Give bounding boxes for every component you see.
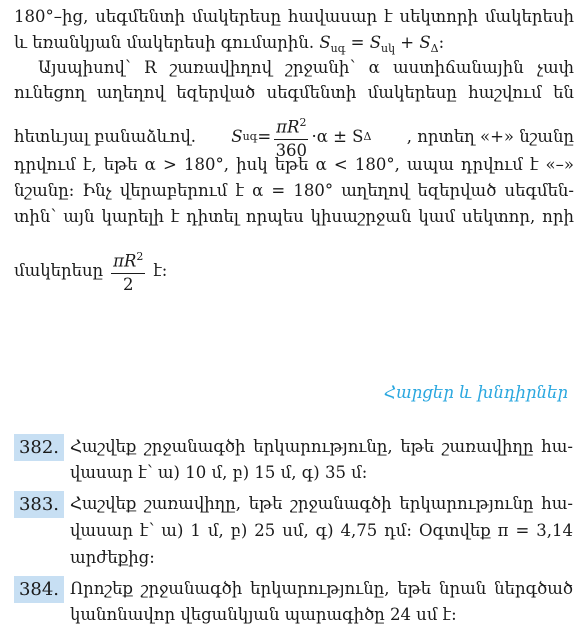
text-segment: վասար է՝ ա) 10 մ, բ) 15 մ, գ) 35 մ: bbox=[70, 463, 368, 482]
fraction-numerator: πR bbox=[113, 251, 137, 271]
text-segment: է: bbox=[153, 260, 168, 280]
formula-subscript: սգ bbox=[330, 42, 346, 55]
text-line-3 bbox=[38, 57, 574, 79]
fraction-exponent: 2 bbox=[299, 116, 307, 129]
question-number: 384. bbox=[14, 576, 64, 603]
formula-subscript: սգ bbox=[242, 129, 258, 143]
text-segment: Այսպիսով՝ R շառավիղով շրջանի՝ α աստիճանային չափ bbox=[38, 58, 574, 77]
question-line bbox=[70, 604, 457, 626]
text-segment: դրվում է, եթե α > 180°, իսկ եթե α < 180°, ապա դրվում է «–» bbox=[14, 155, 574, 174]
text-segment: կանոնավոր վեցանկյան պարագիծը 24 սմ է: bbox=[70, 605, 457, 624]
question-line bbox=[70, 493, 573, 515]
formula-symbol: S bbox=[419, 33, 431, 52]
text-segment: , որտեղ «+» նշանը bbox=[406, 126, 574, 146]
semicircle-area-fraction bbox=[111, 246, 145, 296]
text-line-2 bbox=[14, 32, 444, 60]
question-line bbox=[70, 547, 155, 569]
text-line-6 bbox=[14, 154, 574, 176]
question-line bbox=[70, 436, 573, 458]
text-line-9 bbox=[14, 246, 167, 296]
fraction-denominator: 2 bbox=[123, 274, 134, 294]
text-line-1 bbox=[14, 6, 574, 28]
formula-symbol: S bbox=[369, 33, 381, 52]
text-segment: մակերեսը bbox=[14, 260, 104, 280]
formula-operator: + bbox=[395, 33, 420, 52]
formula-tail: ·α ± S bbox=[311, 126, 364, 146]
fraction-denominator: 360 bbox=[275, 140, 308, 160]
text-segment: Հաշվեք շառավիղը, եթե շրջանագծի երկարությունը հա- bbox=[70, 494, 573, 513]
text-segment: վասար է՝ ա) 1 մ, բ) 25 սմ, գ) 4,75 դմ: Օգտվեք π = 3,14 bbox=[70, 521, 573, 540]
text-segment: 180°–ից, սեգմենտի մակերեսը հավասար է սեկտորի մակերեսի bbox=[14, 7, 574, 26]
fraction-numerator: πR bbox=[276, 117, 300, 137]
text-segment: հետևյալ բանաձևով. bbox=[14, 126, 196, 146]
formula-subscript: Δ bbox=[430, 42, 439, 55]
text-segment: : bbox=[438, 33, 445, 52]
text-line-4 bbox=[14, 82, 574, 104]
question-number: 382. bbox=[14, 434, 64, 461]
question-number: 383. bbox=[14, 491, 64, 518]
text-segment: արժեքից: bbox=[70, 548, 155, 567]
text-segment: Հաշվեք շրջանագծի երկարությունը, եթե շառավիղը հա- bbox=[70, 437, 573, 456]
section-heading: Հարցեր և խնդիրներ bbox=[384, 383, 568, 402]
question-line bbox=[70, 520, 573, 542]
formula-operator: = bbox=[257, 126, 272, 146]
formula-symbol: S bbox=[231, 126, 243, 146]
text-segment: Որոշեք շրջանագծի երկարությունը, եթե նրան ներգծած bbox=[70, 579, 573, 598]
text-segment: նշանը: Ինչ վերաբերում է α = 180° աղեղով եզերված սեգմեն- bbox=[14, 181, 574, 200]
formula-operator: = bbox=[345, 33, 370, 52]
fraction-exponent: 2 bbox=[136, 250, 144, 263]
question-line bbox=[70, 578, 573, 600]
text-line-8 bbox=[14, 206, 574, 228]
text-line-7 bbox=[14, 180, 574, 202]
formula-subscript: Δ bbox=[363, 129, 372, 143]
formula-subscript: սկ bbox=[381, 42, 395, 55]
text-segment: և եռանկյան մակերեսի գումարին. bbox=[14, 33, 320, 52]
text-segment: տին՝ այն կարելի է դիտել որպես կիսաշրջան կամ սեկտոր, որի bbox=[14, 207, 574, 226]
question-line bbox=[70, 462, 367, 484]
text-segment: ունեցող աղեղով եզերված սեգմենտի մակերեսը հաշվում են bbox=[14, 83, 574, 102]
formula-symbol: S bbox=[319, 33, 331, 52]
